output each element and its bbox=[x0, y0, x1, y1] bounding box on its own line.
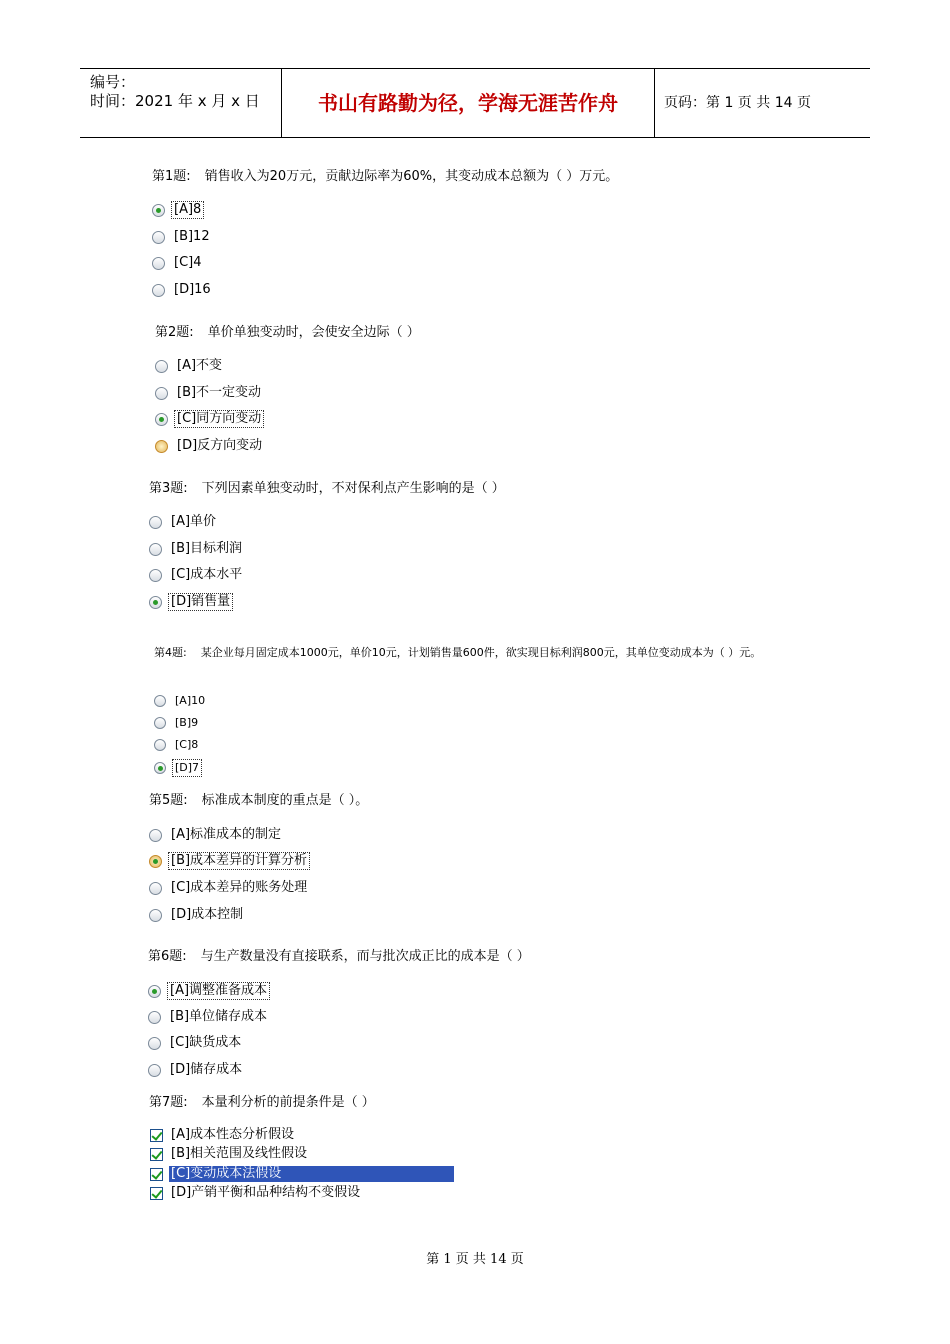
option-label: [C]4 bbox=[174, 255, 202, 270]
radio-button[interactable] bbox=[149, 909, 162, 922]
radio-button[interactable] bbox=[148, 1037, 161, 1050]
option-7c[interactable] bbox=[150, 1165, 454, 1183]
checkbox-checked[interactable] bbox=[150, 1187, 163, 1200]
option-1b[interactable] bbox=[152, 228, 212, 246]
question-number: 第3题: bbox=[149, 481, 188, 496]
radio-button-checked[interactable] bbox=[154, 762, 166, 774]
option-label: [B]目标利润 bbox=[171, 541, 243, 556]
radio-button-checked[interactable] bbox=[149, 596, 162, 609]
radio-button-checked[interactable] bbox=[155, 413, 168, 426]
option-label: [D]16 bbox=[174, 282, 211, 297]
radio-button[interactable] bbox=[154, 717, 166, 729]
radio-button[interactable] bbox=[154, 739, 166, 751]
option-5c[interactable] bbox=[149, 879, 309, 897]
radio-button[interactable] bbox=[149, 882, 162, 895]
question-text: 销售收入为20万元，贡献边际率为60%，其变动成本总额为（ ）万元。 bbox=[204, 169, 619, 184]
question-text: 下列因素单独变动时，不对保利点产生影响的是（ ） bbox=[201, 481, 505, 496]
option-2d[interactable] bbox=[155, 437, 264, 455]
question-number: 第2题: bbox=[155, 325, 194, 340]
header-page-info: 页码：第 1 页 共 14 页 bbox=[664, 95, 811, 111]
question-text: 某企业每月固定成本1000元，单价10元，计划销售量600件，欲实现目标利润800元，其单位变动成本为（ ）元。 bbox=[200, 646, 762, 659]
radio-button[interactable] bbox=[149, 516, 162, 529]
question-text: 本量利分析的前提条件是（ ） bbox=[201, 1095, 375, 1110]
option-3a[interactable] bbox=[149, 513, 218, 531]
option-6c[interactable] bbox=[148, 1034, 243, 1052]
option-1a[interactable] bbox=[152, 201, 203, 219]
header-left-cell bbox=[80, 69, 280, 137]
question-6 bbox=[148, 949, 530, 965]
question-1 bbox=[152, 169, 618, 185]
option-4d[interactable] bbox=[154, 760, 201, 776]
option-5b[interactable] bbox=[149, 852, 309, 870]
question-5 bbox=[149, 793, 368, 809]
question-number: 第1题: bbox=[152, 169, 191, 184]
option-label: [A]10 bbox=[175, 694, 206, 707]
option-7d[interactable] bbox=[150, 1184, 362, 1202]
radio-button[interactable] bbox=[152, 284, 165, 297]
radio-button[interactable] bbox=[154, 695, 166, 707]
option-3d[interactable] bbox=[149, 593, 232, 611]
option-7a[interactable] bbox=[150, 1126, 296, 1144]
option-label: [C]缺货成本 bbox=[170, 1035, 242, 1050]
option-4b[interactable] bbox=[154, 715, 200, 731]
option-6d[interactable] bbox=[148, 1061, 244, 1079]
radio-button[interactable] bbox=[155, 360, 168, 373]
option-label: [D]7 bbox=[175, 761, 200, 774]
radio-button-hover[interactable] bbox=[155, 440, 168, 453]
option-label: [A]调整准备成本 bbox=[170, 983, 268, 998]
radio-button[interactable] bbox=[148, 1064, 161, 1077]
document-header bbox=[80, 68, 870, 138]
question-7 bbox=[149, 1095, 375, 1111]
checkbox-checked[interactable] bbox=[150, 1168, 163, 1181]
option-5a[interactable] bbox=[149, 826, 283, 844]
question-number: 第4题: bbox=[154, 646, 187, 659]
option-label-selected: [C]变动成本法假设 bbox=[169, 1166, 454, 1182]
document-code: 编号： bbox=[90, 73, 136, 91]
question-text: 单价单独变动时，会使安全边际（ ） bbox=[207, 325, 420, 340]
option-2c[interactable] bbox=[155, 410, 263, 428]
option-label: [B]单位储存成本 bbox=[170, 1009, 268, 1024]
header-right-cell bbox=[654, 69, 870, 137]
radio-button[interactable] bbox=[155, 387, 168, 400]
option-label: [D]储存成本 bbox=[170, 1062, 243, 1077]
radio-button-checked[interactable] bbox=[152, 204, 165, 217]
option-1d[interactable] bbox=[152, 281, 213, 299]
option-label: [D]销售量 bbox=[171, 594, 231, 609]
header-motto: 书山有路勤为径，学海无涯苦作舟 bbox=[318, 91, 618, 115]
option-label: [D]反方向变动 bbox=[177, 438, 263, 453]
option-label: [A]单价 bbox=[171, 514, 217, 529]
option-5d[interactable] bbox=[149, 906, 245, 924]
question-text: 与生产数量没有直接联系，而与批次成正比的成本是（ ） bbox=[200, 949, 530, 964]
radio-button[interactable] bbox=[149, 543, 162, 556]
option-label: [A]8 bbox=[174, 202, 202, 217]
radio-button[interactable] bbox=[148, 1011, 161, 1024]
option-label: [B]不一定变动 bbox=[177, 385, 262, 400]
option-2b[interactable] bbox=[155, 384, 263, 402]
question-3 bbox=[149, 481, 505, 497]
option-label: [C]8 bbox=[175, 738, 199, 751]
page-footer: 第 1 页 共 14 页 bbox=[426, 1252, 524, 1267]
option-4c[interactable] bbox=[154, 737, 200, 753]
question-4 bbox=[154, 645, 761, 661]
question-2 bbox=[155, 325, 420, 341]
option-2a[interactable] bbox=[155, 357, 224, 375]
question-number: 第7题: bbox=[149, 1095, 188, 1110]
option-label: [C]成本差异的账务处理 bbox=[171, 880, 308, 895]
document-time: 时间：2021 年 x 月 x 日 bbox=[90, 92, 260, 110]
option-3b[interactable] bbox=[149, 540, 244, 558]
question-number: 第5题: bbox=[149, 793, 188, 808]
option-3c[interactable] bbox=[149, 566, 244, 584]
option-label: [A]不变 bbox=[177, 358, 223, 373]
header-center-cell bbox=[281, 69, 655, 137]
radio-button[interactable] bbox=[152, 231, 165, 244]
option-label: [D]产销平衡和品种结构不变假设 bbox=[171, 1185, 361, 1200]
radio-button[interactable] bbox=[149, 829, 162, 842]
radio-button-checked[interactable] bbox=[148, 985, 161, 998]
option-1c[interactable] bbox=[152, 254, 204, 272]
option-6a[interactable] bbox=[148, 982, 269, 1000]
radio-button[interactable] bbox=[149, 569, 162, 582]
option-7b[interactable] bbox=[150, 1145, 309, 1163]
option-label: [A]标准成本的制定 bbox=[171, 827, 282, 842]
option-label: [B]9 bbox=[175, 716, 199, 729]
option-6b[interactable] bbox=[148, 1008, 269, 1026]
checkbox-checked[interactable] bbox=[150, 1148, 163, 1161]
radio-button[interactable] bbox=[152, 257, 165, 270]
option-label: [C]成本水平 bbox=[171, 567, 243, 582]
option-label: [D]成本控制 bbox=[171, 907, 244, 922]
option-4a[interactable] bbox=[154, 693, 207, 709]
option-label: [B]成本差异的计算分析 bbox=[171, 853, 308, 868]
option-label: [C]同方向变动 bbox=[177, 411, 262, 426]
question-number: 第6题: bbox=[148, 949, 187, 964]
option-label: [A]成本性态分析假设 bbox=[171, 1127, 295, 1142]
question-text: 标准成本制度的重点是（ ）。 bbox=[201, 793, 369, 808]
radio-button-checked[interactable] bbox=[149, 855, 162, 868]
checkbox-checked[interactable] bbox=[150, 1129, 163, 1142]
option-label: [B]相关范围及线性假设 bbox=[171, 1146, 308, 1161]
option-label: [B]12 bbox=[174, 229, 210, 244]
